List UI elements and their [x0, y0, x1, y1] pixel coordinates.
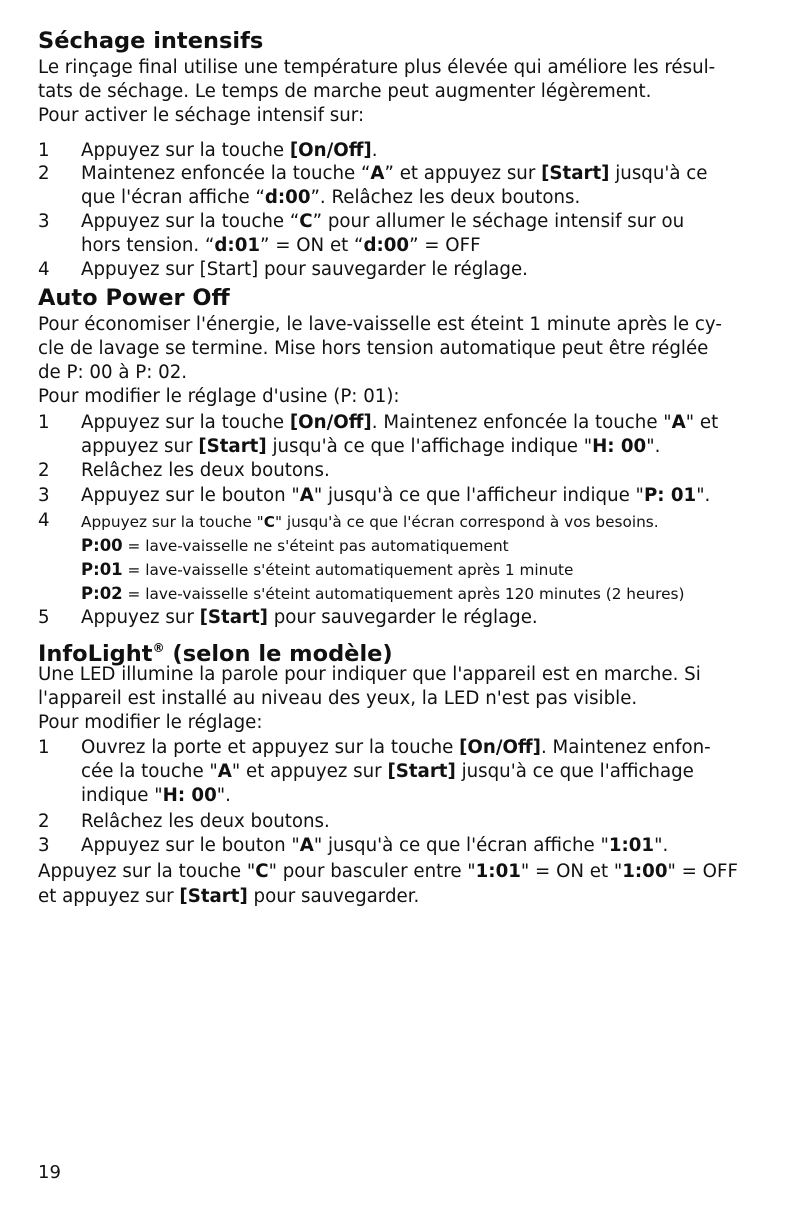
step-text: Appuyez sur [Start] pour sauvegarder le réglage. — [81, 607, 538, 628]
page-number: 19 — [38, 1162, 61, 1183]
step-number: 4 — [38, 510, 50, 531]
option-line: P:02 = lave-vaisselle s'éteint automatiquement après 120 minutes (2 heures) — [81, 584, 685, 603]
step-number: 2 — [38, 163, 50, 184]
step-text: Maintenez enfoncée la touche “A” et appuyez sur [Start] jusqu'à ce — [81, 163, 708, 184]
step-text: cée la touche "A" et appuyez sur [Start] jusqu'à ce que l'affichage — [81, 761, 694, 782]
step-text: Appuyez sur [Start] pour sauvegarder le réglage. — [81, 259, 528, 280]
step-number: 3 — [38, 835, 50, 856]
paragraph-line: Une LED illumine la parole pour indiquer que l'appareil est en marche. Si — [38, 664, 701, 685]
step-number: 2 — [38, 460, 50, 481]
step-number: 4 — [38, 259, 50, 280]
step-number: 5 — [38, 607, 50, 628]
step-number: 3 — [38, 485, 50, 506]
paragraph-line: cle de lavage se termine. Mise hors tension automatique peut être réglée — [38, 338, 709, 359]
step-text: Relâchez les deux boutons. — [81, 811, 330, 832]
step-text: Relâchez les deux boutons. — [81, 460, 330, 481]
paragraph-line: de P: 00 à P: 02. — [38, 362, 188, 383]
step-text: que l'écran affiche “d:00”. Relâchez les deux boutons. — [81, 187, 581, 208]
paragraph-line: Pour économiser l'énergie, le lave-vaisselle est éteint 1 minute après le cy- — [38, 314, 722, 335]
step-number: 2 — [38, 811, 50, 832]
step-number: 3 — [38, 211, 50, 232]
step-text: Appuyez sur la touche [On/Off]. Maintenez enfoncée la touche "A" et — [81, 412, 719, 433]
paragraph-line: Pour activer le séchage intensif sur: — [38, 105, 365, 126]
step-number: 1 — [38, 737, 50, 758]
step-text: indique "H: 00". — [81, 785, 231, 806]
paragraph-line: Le rinçage final utilise une température plus élevée qui améliore les résul- — [38, 57, 716, 78]
step-number: 1 — [38, 140, 50, 161]
step-text: appuyez sur [Start] jusqu'à ce que l'affichage indique "H: 00". — [81, 436, 661, 457]
step-text: Appuyez sur la touche [On/Off]. — [81, 140, 378, 161]
section-title: Séchage intensifs — [38, 28, 264, 54]
step-text: Appuyez sur la touche "C" jusqu'à ce que l'écran correspond à vos besoins. — [81, 513, 659, 531]
step-text: Appuyez sur le bouton "A" jusqu'à ce que l'afficheur indique "P: 01". — [81, 485, 711, 506]
section-title: InfoLight® (selon le modèle) — [38, 641, 393, 667]
paragraph-line: tats de séchage. Le temps de marche peut augmenter légèrement. — [38, 81, 652, 102]
option-line: P:00 = lave-vaisselle ne s'éteint pas automatiquement — [81, 536, 509, 555]
paragraph-line: Pour modifier le réglage d'usine (P: 01): — [38, 386, 400, 407]
paragraph-line: Pour modifier le réglage: — [38, 712, 263, 733]
step-text: Appuyez sur la touche “C” pour allumer le séchage intensif sur ou — [81, 211, 685, 232]
step-text: Appuyez sur le bouton "A" jusqu'à ce que l'écran affiche "1:01". — [81, 835, 669, 856]
paragraph-line: Appuyez sur la touche "C" pour basculer entre "1:01" = ON et "1:00" = OFF — [38, 861, 738, 882]
step-text: Ouvrez la porte et appuyez sur la touche [On/Off]. Maintenez enfon- — [81, 737, 711, 758]
paragraph-line: et appuyez sur [Start] pour sauvegarder. — [38, 886, 420, 907]
step-text: hors tension. “d:01” = ON et “d:00” = OFF — [81, 235, 481, 256]
paragraph-line: l'appareil est installé au niveau des yeux, la LED n'est pas visible. — [38, 688, 638, 709]
step-number: 1 — [38, 412, 50, 433]
option-line: P:01 = lave-vaisselle s'éteint automatiquement après 1 minute — [81, 560, 574, 579]
section-title: Auto Power Off — [38, 285, 230, 311]
